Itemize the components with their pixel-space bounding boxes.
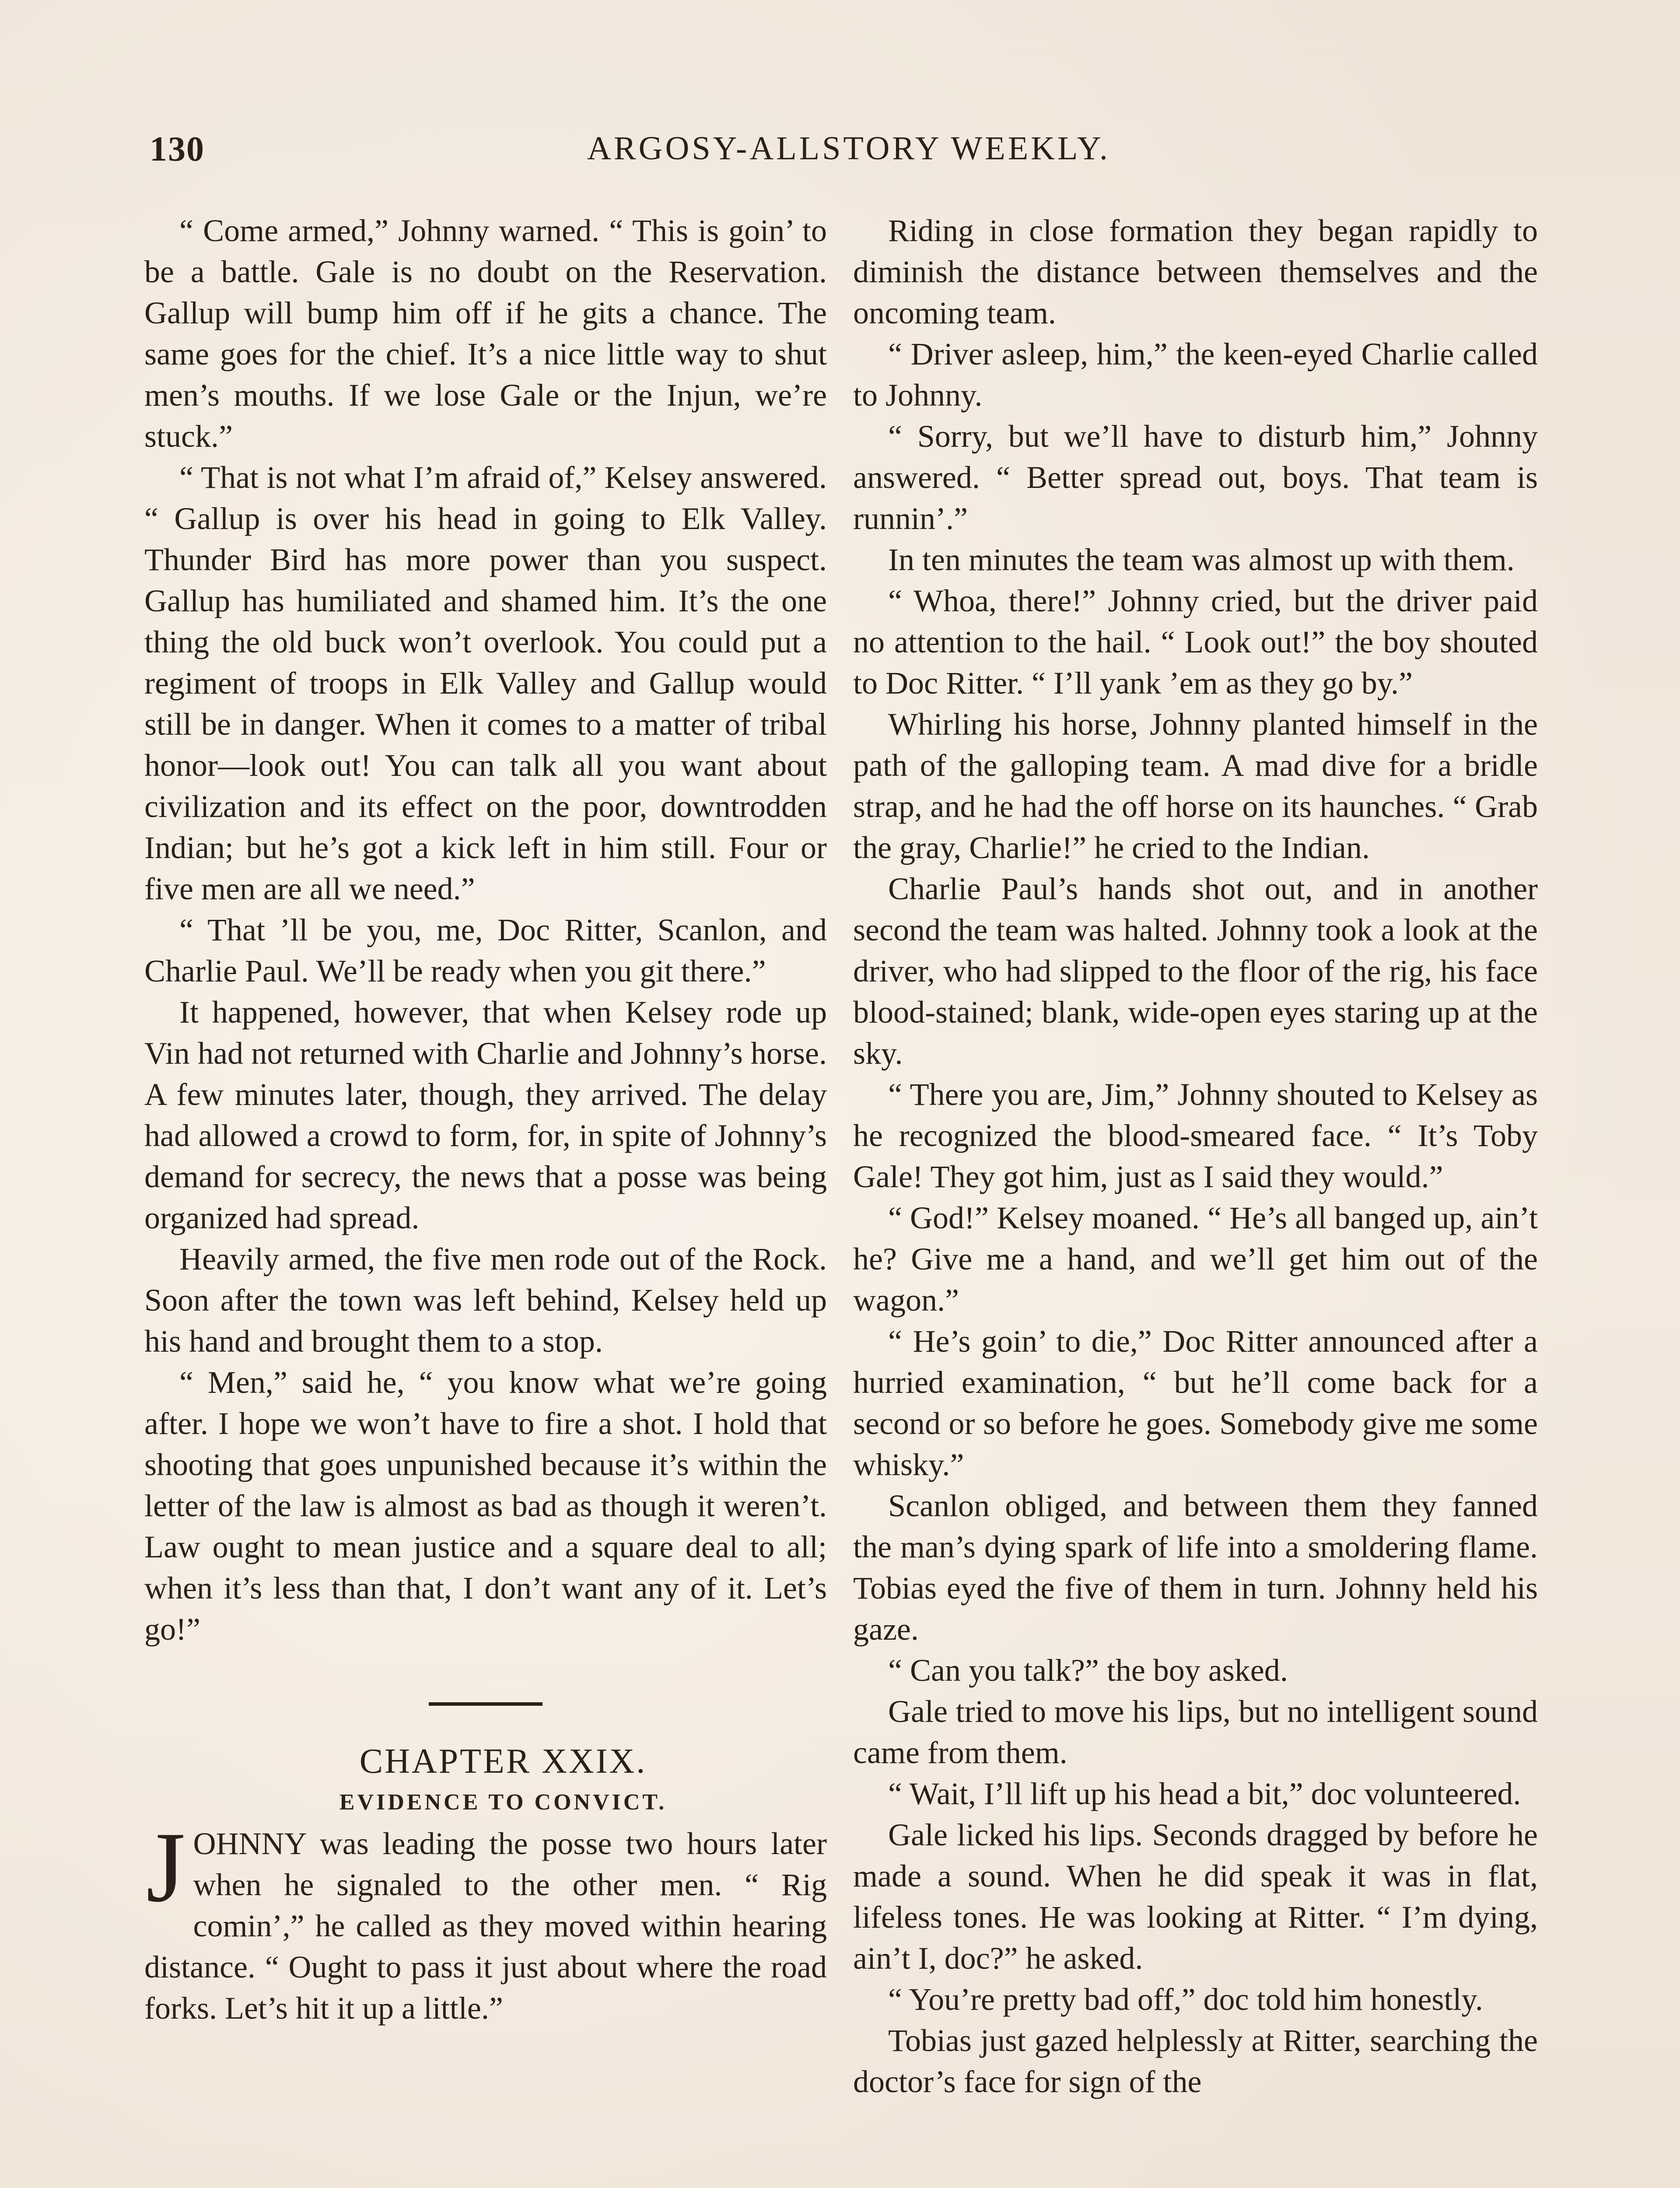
right-column (853, 210, 1538, 2102)
paragraph: “ Can you talk?” the boy asked. (888, 1653, 1288, 1688)
paragraph: “ Sorry, but we’ll have to disturb him,” Johnny answered. “ Better spread out, boys. That team is runnin’.” (853, 419, 1538, 536)
chapter-title: CHAPTER XXIX. (359, 1742, 647, 1781)
chapter-subtitle: EVIDENCE TO CONVICT. (339, 1790, 667, 1815)
paragraph: “ There you are, Jim,” Johnny shouted to Kelsey as he recognized the blood-smeared face. “ It’s Toby Gale! They got him, just as I said they would.” (853, 1077, 1538, 1194)
running-head: ARGOSY-ALLSTORY WEEKLY. (587, 130, 1110, 167)
paragraph: Scanlon obliged, and between them they fanned the man’s dying spark of life into a smoldering flame. Tobias eyed the five of them in turn. Johnny held his gaze. (853, 1488, 1538, 1647)
paragraph: It happened, however, that when Kelsey rode up Vin had not returned with Charlie and Johnny’s horse. A few minutes later, though, they arrived. The delay had allowed a crowd to form, for, in spite of Johnny’s demand for secrecy, the news that a posse was being organized had spread. (144, 995, 827, 1235)
drop-cap: J (146, 1811, 186, 1923)
page-number: 130 (150, 130, 205, 168)
section-divider (429, 1702, 542, 1706)
paragraph: “ That ’ll be you, me, Doc Ritter, Scanlon, and Charlie Paul. We’ll be ready when you git there.” (144, 912, 827, 989)
paragraph: Riding in close formation they began rapidly to diminish the distance between themselves and the oncoming team. (853, 213, 1538, 330)
page-header (144, 130, 1553, 178)
paragraph: Gale licked his lips. Seconds dragged by before he made a sound. When he did speak it was in flat, lifeless tones. He was looking at Ritter. “ I’m dying, ain’t I, doc?” he asked. (853, 1817, 1538, 1976)
paragraph: “ Whoa, there!” Johnny cried, but the driver paid no attention to the hail. “ Look out!” the boy shouted to Doc Ritter. “ I’ll yank ’em as they go by.” (853, 583, 1538, 701)
paragraph: “ Men,” said he, “ you know what we’re going after. I hope we won’t have to fire a shot. I hold that shooting that goes unpunished because it’s within the letter of the law is almost as bad as though it weren’t. Law ought to mean justice and a square deal to all; when it’s less than that, I don’t want any of it. Let’s go!” (144, 1365, 827, 1647)
paragraph: In ten minutes the team was almost up with them. (888, 542, 1515, 577)
paragraph: Gale tried to move his lips, but no intelligent sound came from them. (853, 1694, 1538, 1770)
left-column (144, 210, 827, 2029)
paragraph: Heavily armed, the five men rode out of the Rock. Soon after the town was left behind, Kelsey held up his hand and brought them to a stop. (144, 1241, 827, 1359)
paragraph: Tobias just gazed helplessly at Ritter, searching the doctor’s face for sign of the (853, 2023, 1538, 2099)
chapter-opening-text: OHNNY was leading the posse two hours later when he signaled to the other men. “ Rig comin’,” he called as they moved within hearing distance. “ Ought to pass it just about where the road forks. Let’s hit it up a little.” (144, 1826, 827, 2026)
paragraph: Charlie Paul’s hands shot out, and in another second the team was halted. Johnny took a look at the driver, who had slipped to the floor of the rig, his face blood-stained; blank, wide-open eyes staring up at the sky. (853, 871, 1538, 1071)
paragraph: “ Driver asleep, him,” the keen-eyed Charlie called to Johnny. (853, 337, 1538, 413)
paragraph: “ Wait, I’ll lift up his head a bit,” doc volunteered. (888, 1776, 1521, 1811)
paragraph: “ You’re pretty bad off,” doc told him honestly. (888, 1982, 1483, 2017)
paragraph: “ That is not what I’m afraid of,” Kelsey answered. “ Gallup is over his head in going to Elk Valley. Thunder Bird has more power than you suspect. Gallup has humiliated and shamed him. It’s the one thing the old buck won’t overlook. You could put a regiment of troops in Elk Valley and Gallup would still be in danger. When it comes to a matter of tribal honor—look out! You can talk all you want about civilization and its effect on the poor, downtrodden Indian; but he’s got a kick left in him still. Four or five men are all we need.” (144, 460, 827, 906)
paragraph: “ Come armed,” Johnny warned. “ This is goin’ to be a battle. Gale is no doubt on the Reservation. Gallup will bump him off if he gits a chance. The same goes for the chief. It’s a nice little way to shut men’s mouths. If we lose Gale or the Injun, we’re stuck.” (144, 213, 827, 454)
paragraph: “ God!” Kelsey moaned. “ He’s all banged up, ain’t he? Give me a hand, and we’ll get him out of the wagon.” (853, 1200, 1538, 1318)
chapter-opening-paragraph (144, 1811, 827, 2029)
paragraph: “ He’s goin’ to die,” Doc Ritter announced after a hurried examination, “ but he’ll come back for a second or so before he goes. Somebody give me some whisky.” (853, 1324, 1538, 1482)
paragraph: Whirling his horse, Johnny planted himself in the path of the galloping team. A mad dive for a bridle strap, and he had the off horse on its haunches. “ Grab the gray, Charlie!” he cried to the Indian. (853, 707, 1538, 865)
